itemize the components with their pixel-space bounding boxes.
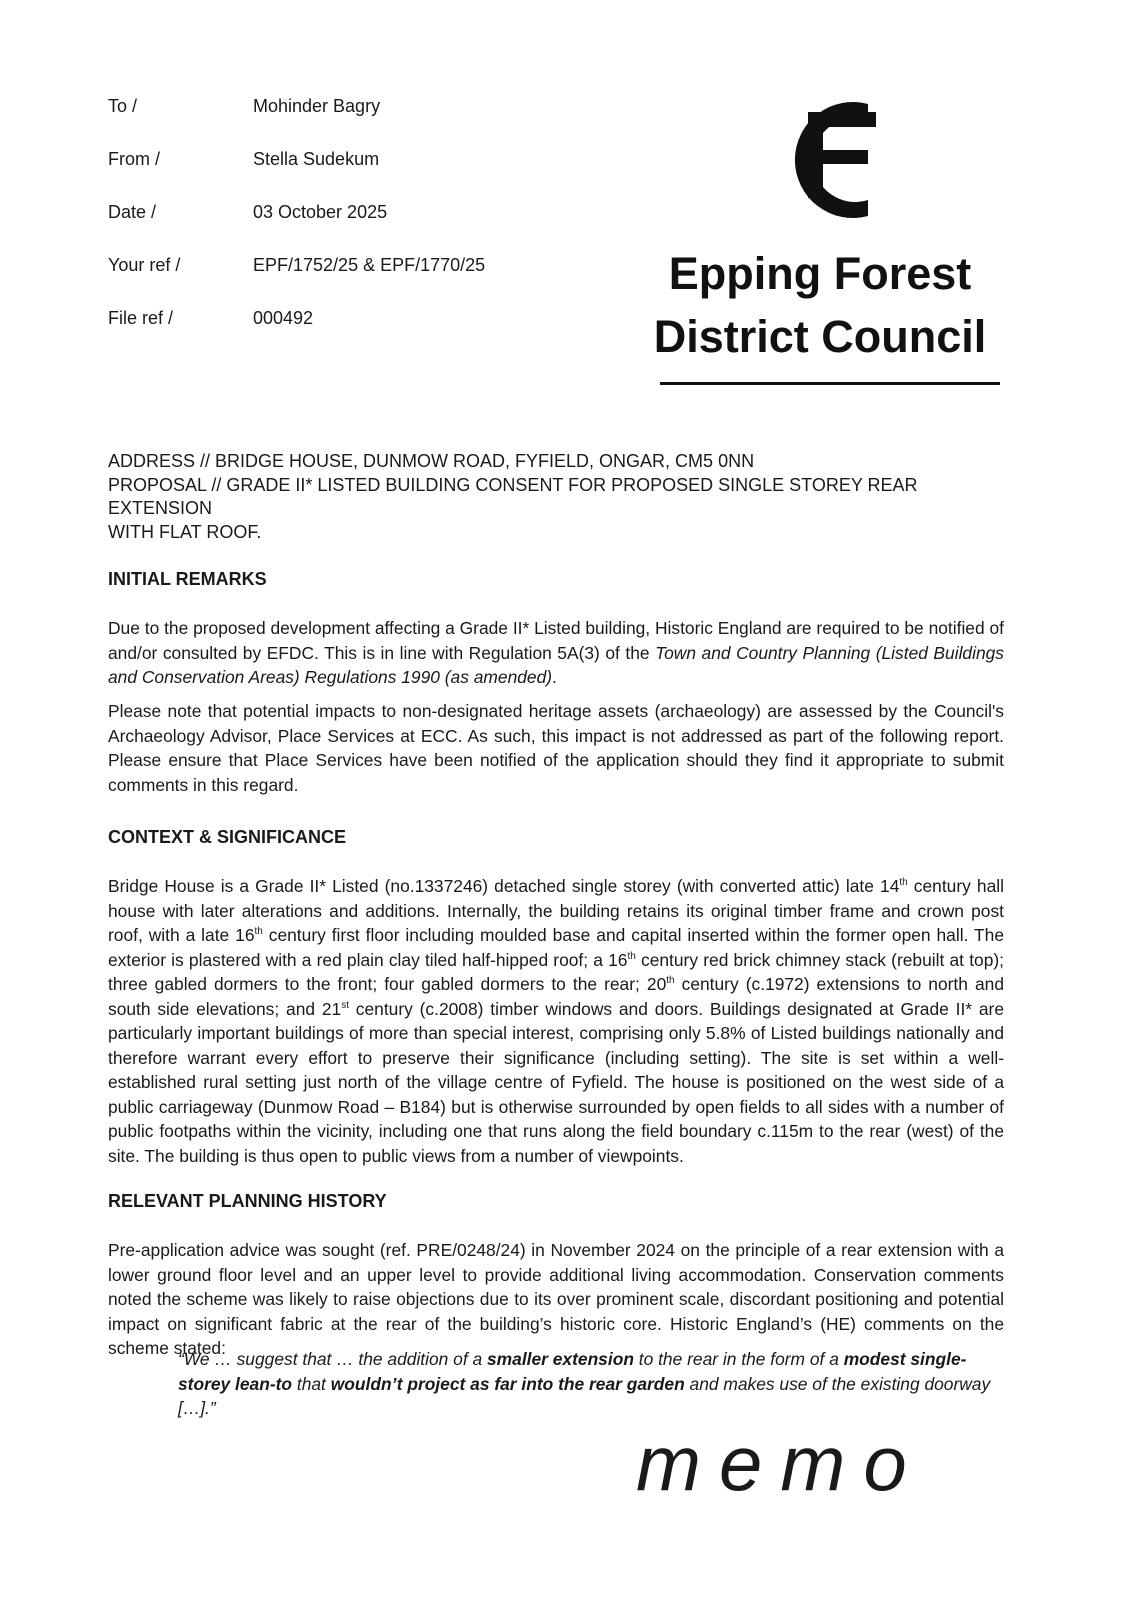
- your-ref-label: Your ref /: [108, 255, 181, 275]
- council-logo-icon: [768, 88, 888, 232]
- date-value: 03 October 2025: [253, 202, 388, 222]
- file-ref-value: 000492: [253, 308, 314, 328]
- from-label: From /: [108, 149, 160, 169]
- history-paragraph: Pre-application advice was sought (ref. PRE/0248/24) in November 2024 on the principle of a rear extension with a lower ground floor level and an upper level to provide additional living accommodation. Conservation comments noted the scheme was likely to raise objections due to its over prominent scale, discordant positioning and potential impact on significant fabric at the rear of the building’s historic core. Historic England’s (HE) comments on the scheme stated:: [108, 1240, 1004, 1358]
- history-heading: RELEVANT PLANNING HISTORY: [108, 1191, 387, 1211]
- proposal-line-2: WITH FLAT ROOF.: [108, 521, 262, 542]
- context-heading: CONTEXT & SIGNIFICANCE: [108, 827, 347, 847]
- memo-wordmark: memo: [636, 1419, 925, 1507]
- to-label: To /: [108, 96, 138, 116]
- date-label: Date /: [108, 202, 157, 222]
- your-ref-value: EPF/1752/25 & EPF/1770/25: [253, 255, 486, 275]
- initial-remarks-heading: INITIAL REMARKS: [108, 569, 267, 589]
- proposal-line-1: PROPOSAL // GRADE II* LISTED BUILDING CONSENT FOR PROPOSED SINGLE STOREY REAR EXTENSION: [108, 474, 918, 518]
- initial-remarks-paragraph-2: Please note that potential impacts to non-designated heritage assets (archaeology) are assessed by the Council's Archaeology Advisor, Place Services at ECC. As such, this impact is not addressed as part of the following report. Please ensure that Place Services have been notified of the application should they find it appropriate to submit comments in this regard.: [108, 701, 1004, 795]
- subject-block: [108, 450, 1008, 544]
- address-line: ADDRESS // BRIDGE HOUSE, DUNMOW ROAD, FYFIELD, ONGAR, CM5 0NN: [108, 451, 755, 471]
- header-divider: [660, 382, 1000, 385]
- context-paragraph: Bridge House is a Grade II* Listed (no.1337246) detached single storey (with converted attic) late 14th century hall house with later alterations and additions. Internally, the building retains its original timber frame and crown post roof, with a late 16th century first floor including moulded base and capital inserted within the former open hall. The exterior is plastered with a red plain clay tiled half-hipped roof; a 16th century red brick chimney stack (rebuilt at top); three gabled dormers to the front; four gabled dormers to the rear; 20th century (c.1972) extensions to north and south side elevations; and 21st century (c.2008) timber windows and doors. Buildings designated at Grade II* are particularly important buildings of more than special interest, comprising only 5.8% of Listed buildings nationally and therefore warrant every effort to preserve their significance (including setting). The site is set within a well-established rural setting just north of the village centre of Fyfield. The house is positioned on the west side of a public carriageway (Dunmow Road – B184) but is otherwise surrounded by open fields to all sides with a number of public footpaths within the vicinity, including one that runs along the field boundary c.115m to the rear (west) of the site. The building is thus open to public views from a number of viewpoints.: [108, 876, 1004, 1166]
- to-value: Mohinder Bagry: [253, 96, 381, 116]
- file-ref-label: File ref /: [108, 308, 174, 328]
- historic-england-quote: “We … suggest that … the addition of a smaller extension to the rear in the form of a modest single-storey lean-to that wouldn’t project as far into the rear garden and makes use of the existing doorway […].”: [178, 1349, 991, 1418]
- organisation-name-line2: District Council: [653, 311, 987, 362]
- from-value: Stella Sudekum: [253, 149, 380, 169]
- organisation-name-line1: Epping Forest: [668, 248, 972, 299]
- initial-remarks-paragraph-1: Due to the proposed development affecting a Grade II* Listed building, Historic England are required to be notified of and/or consulted by EFDC. This is in line with Regulation 5A(3) of the Town and Country Planning (Listed Buildings and Conservation Areas) Regulations 1990 (as amended).: [108, 618, 1005, 687]
